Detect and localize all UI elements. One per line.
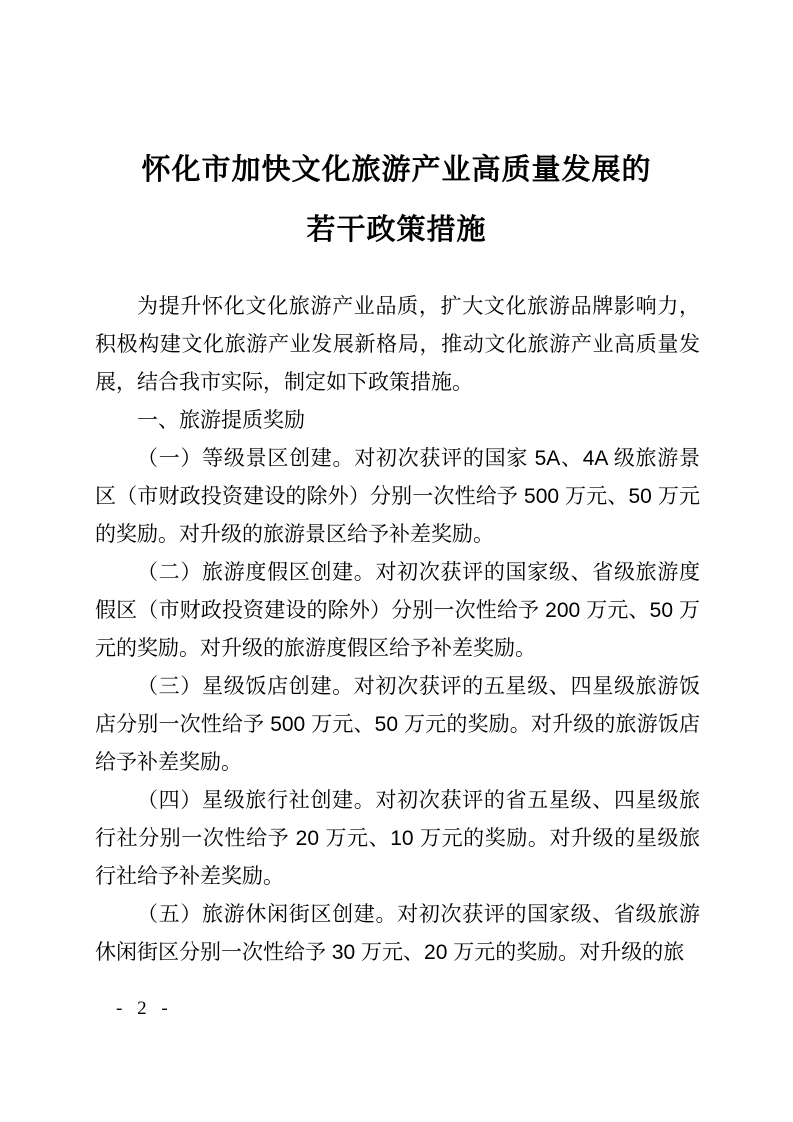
policy-item-4: （四）星级旅行社创建。对初次获评的省五星级、四星级旅行社分别一次性给予 20 万元、10 万元的奖励。对升级的星级旅行社给予补差奖励。: [95, 789, 700, 888]
document-title-line-2: 若干政策措施: [306, 214, 487, 246]
document-body: [95, 288, 700, 972]
section-heading: 一、旅游提质奖励: [137, 409, 305, 432]
intro-paragraph: 为提升怀化文化旅游产业品质，扩大文化旅游品牌影响力，积极构建文化旅游产业发展新格局，推动文化旅游产业高质量发展，结合我市实际，制定如下政策措施。: [95, 295, 700, 394]
page-number: - 2 -: [116, 998, 173, 1019]
document-title: [0, 0, 793, 260]
document-title-line-1: 怀化市加快文化旅游产业高质量发展的: [141, 154, 652, 186]
policy-item-5: （五）旅游休闲街区创建。对初次获评的国家级、省级旅游休闲街区分别一次性给予 30 万元、20 万元的奖励。对升级的旅: [95, 903, 700, 964]
policy-item-1: （一）等级景区创建。对初次获评的国家 5A、4A 级旅游景区（市财政投资建设的除外）分别一次性给予 500 万元、50 万元的奖励。对升级的旅游景区给予补差奖励。: [95, 447, 700, 546]
policy-item-2: （二）旅游度假区创建。对初次获评的国家级、省级旅游度假区（市财政投资建设的除外）分别一次性给予 200 万元、50 万元的奖励。对升级的旅游度假区给予补差奖励。: [95, 561, 700, 660]
policy-item-3: （三）星级饭店创建。对初次获评的五星级、四星级旅游饭店分别一次性给予 500 万元、50 万元的奖励。对升级的旅游饭店给予补差奖励。: [95, 675, 700, 774]
